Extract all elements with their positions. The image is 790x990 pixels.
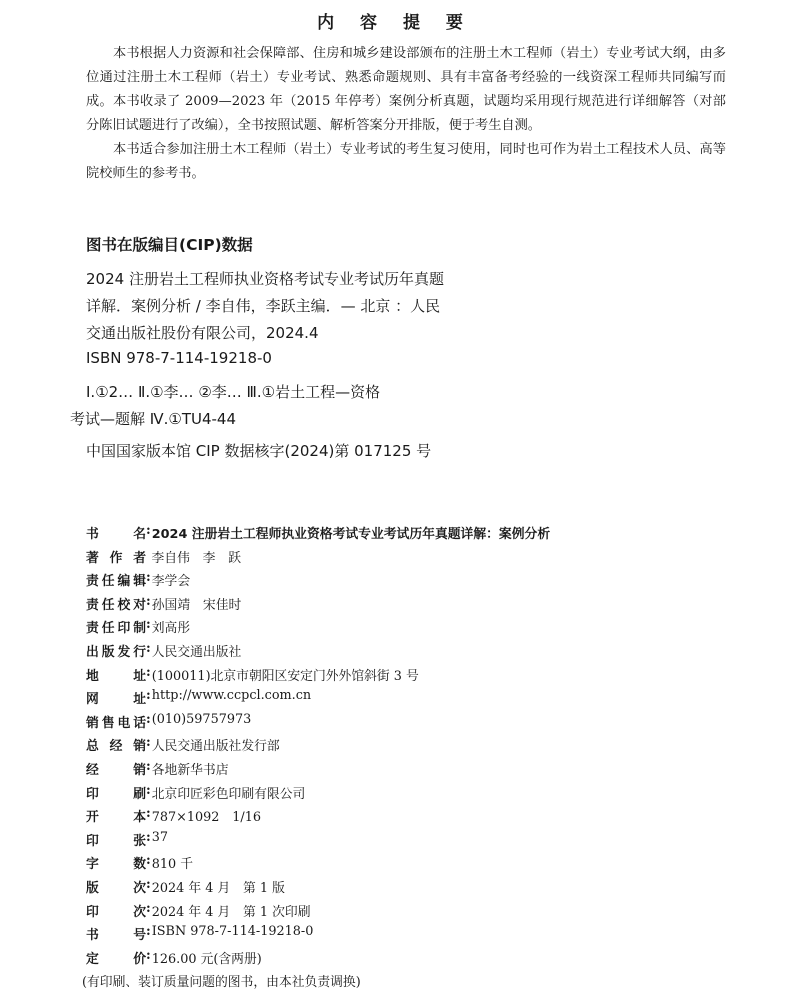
cip-line: 交通出版社股份有限公司，2024.4 [86,324,319,342]
colophon-value: (100011)北京市朝阳区安定门外外馆斜街 3 号 [151,668,419,684]
colophon-row-title: 书 名 : 2024 注册岩土工程师执业资格考试专业考试历年真题详解：案例分析 [86,523,551,542]
colophon-row: 责任印制 : 刘高彤 [86,617,191,637]
colophon-row: 责任编辑 : 李学会 [86,570,191,590]
colophon-key: 开 本 [86,810,146,826]
summary-paragraph: 本书适合参加注册土木工程师（岩土）专业考试的考生复习使用，同时也可作为岩土工程技术人员、高等院校师生的参考书。 [86,142,726,181]
colophon-key: 责任印制 [86,621,146,637]
colophon-key: 字 数 [86,857,146,873]
colophon-row: 总 经 销 : 人民交通出版社发行部 [86,735,280,755]
colophon-key: 印 次 [86,904,146,920]
colophon-key: 印 刷 [86,786,146,802]
colophon-key: 印 张 [86,833,146,849]
colophon-value: 2024 年 4 月 第 1 版 [151,881,285,896]
summary-section [86,42,726,186]
colophon-value: 北京印匠彩色印刷有限公司 [151,786,306,802]
colophon-value: 787×1092 1/16 [151,810,261,826]
colophon-value: 李自伟 李 跃 [151,550,242,566]
colophon-value: ISBN 978-7-114-19218-0 [151,924,314,940]
colophon-value: http://www.ccpcl.com.cn [151,688,312,704]
colophon-row: 印 次 : 2024 年 4 月 第 1 次印刷 [86,900,311,920]
colophon-value: 126.00 元(含两册) [151,951,262,967]
colophon-key: 出版发行 [86,645,146,660]
colophon-row [86,547,241,566]
colophon-key: 地 址 [86,668,146,684]
page-title: 内 容 提 要 [317,13,473,33]
colophon-value: 人民交通出版社发行部 [151,739,280,755]
cip-line: 2024 注册岩土工程师执业资格考试专业考试历年真题 [86,270,444,288]
colophon-key: 版 次 [86,881,146,896]
colophon-value: 人民交通出版社 [151,645,242,660]
colophon-row: 经 销 : 各地新华书店 [86,759,229,778]
colophon-value: 810 千 [151,857,194,873]
colophon-key: 总 经 销 [86,739,146,755]
summary-paragraph: 本书根据人力资源和社会保障部、住房和城乡建设部颁布的注册土木工程师（岩土）专业考试大纲，由多位通过注册土木工程师（岩土）专业考试、熟悉命题规则、具有丰富备考经验的一线资深工程师共同编写而成。本书收录了 2009—2023 年（2015 年停考）案例分析真题，试题均采用现行规范进行详细解答（对部分陈旧试题进行了改编），全书按照试题、解析答案分开排版，便于考生自测。 [86,46,726,133]
colophon-key: 责任编辑 [86,574,146,590]
colophon-row: 印 张 : 37 [86,829,169,849]
colophon-key: 书 名 [86,527,146,542]
colophon-value: 李学会 [151,574,191,590]
colophon-value: 孙国靖 宋佳时 [151,597,242,613]
colophon-row: 版 次 : 2024 年 4 月 第 1 版 [86,877,285,896]
colophon-row: 地 址 : (100011)北京市朝阳区安定门外外馆斜街 3 号 [86,664,419,684]
colophon-row: 印 刷 : 北京印匠彩色印刷有限公司 [86,782,306,802]
colophon-key: 著 作 者 [86,550,146,566]
colophon-row: 开 本 : 787×1092 1/16 [86,806,261,826]
colophon-value: 刘高彤 [151,621,191,637]
colophon-key: 销售电话 [86,715,146,731]
colophon-value: 2024 年 4 月 第 1 次印刷 [151,904,311,920]
colophon-value: 37 [151,829,169,845]
quality-note: (有印刷、装订质量问题的图书，由本社负责调换) [82,975,361,990]
colophon-row: 定 价 : 126.00 元(含两册) [86,947,262,967]
colophon-row: 书 号 : ISBN 978-7-114-19218-0 [86,924,314,944]
colophon-value: 2024 注册岩土工程师执业资格考试专业考试历年真题详解：案例分析 [151,527,551,542]
cip-line: ISBN 978-7-114-19218-0 [86,349,272,367]
colophon-row: 字 数 : 810 千 [86,853,194,873]
colophon-value: (010)59757973 [151,711,252,727]
colophon-key: 责任校对 [86,597,146,613]
colophon-key: 定 价 [86,951,146,967]
colophon-row: 销售电话 : (010)59757973 [86,711,252,731]
colophon-key: 网 址 [86,692,146,708]
cip-heading: 图书在版编目(CIP)数据 [86,236,253,254]
colophon-key: 书 号 [86,928,146,944]
cip-line: 详解．案例分析 / 李自伟，李跃主编．— 北京 ：人民 [86,297,441,315]
cip-line: Ⅰ.①2… Ⅱ.①李… ②李… Ⅲ.①岩土工程—资格 [86,383,381,401]
cip-line: 考试—题解 Ⅳ.①TU4-44 [70,410,237,428]
cip-line: 中国国家版本馆 CIP 数据核字(2024)第 017125 号 [86,442,432,460]
colophon-row: 出版发行 : 人民交通出版社 [86,641,242,660]
colophon-row: 责任校对 : 孙国靖 宋佳时 [86,593,242,613]
colophon-key: 经 销 [86,763,146,778]
colophon-row: 网 址 : http://www.ccpcl.com.cn [86,688,312,708]
colophon-value: 各地新华书店 [151,763,229,778]
